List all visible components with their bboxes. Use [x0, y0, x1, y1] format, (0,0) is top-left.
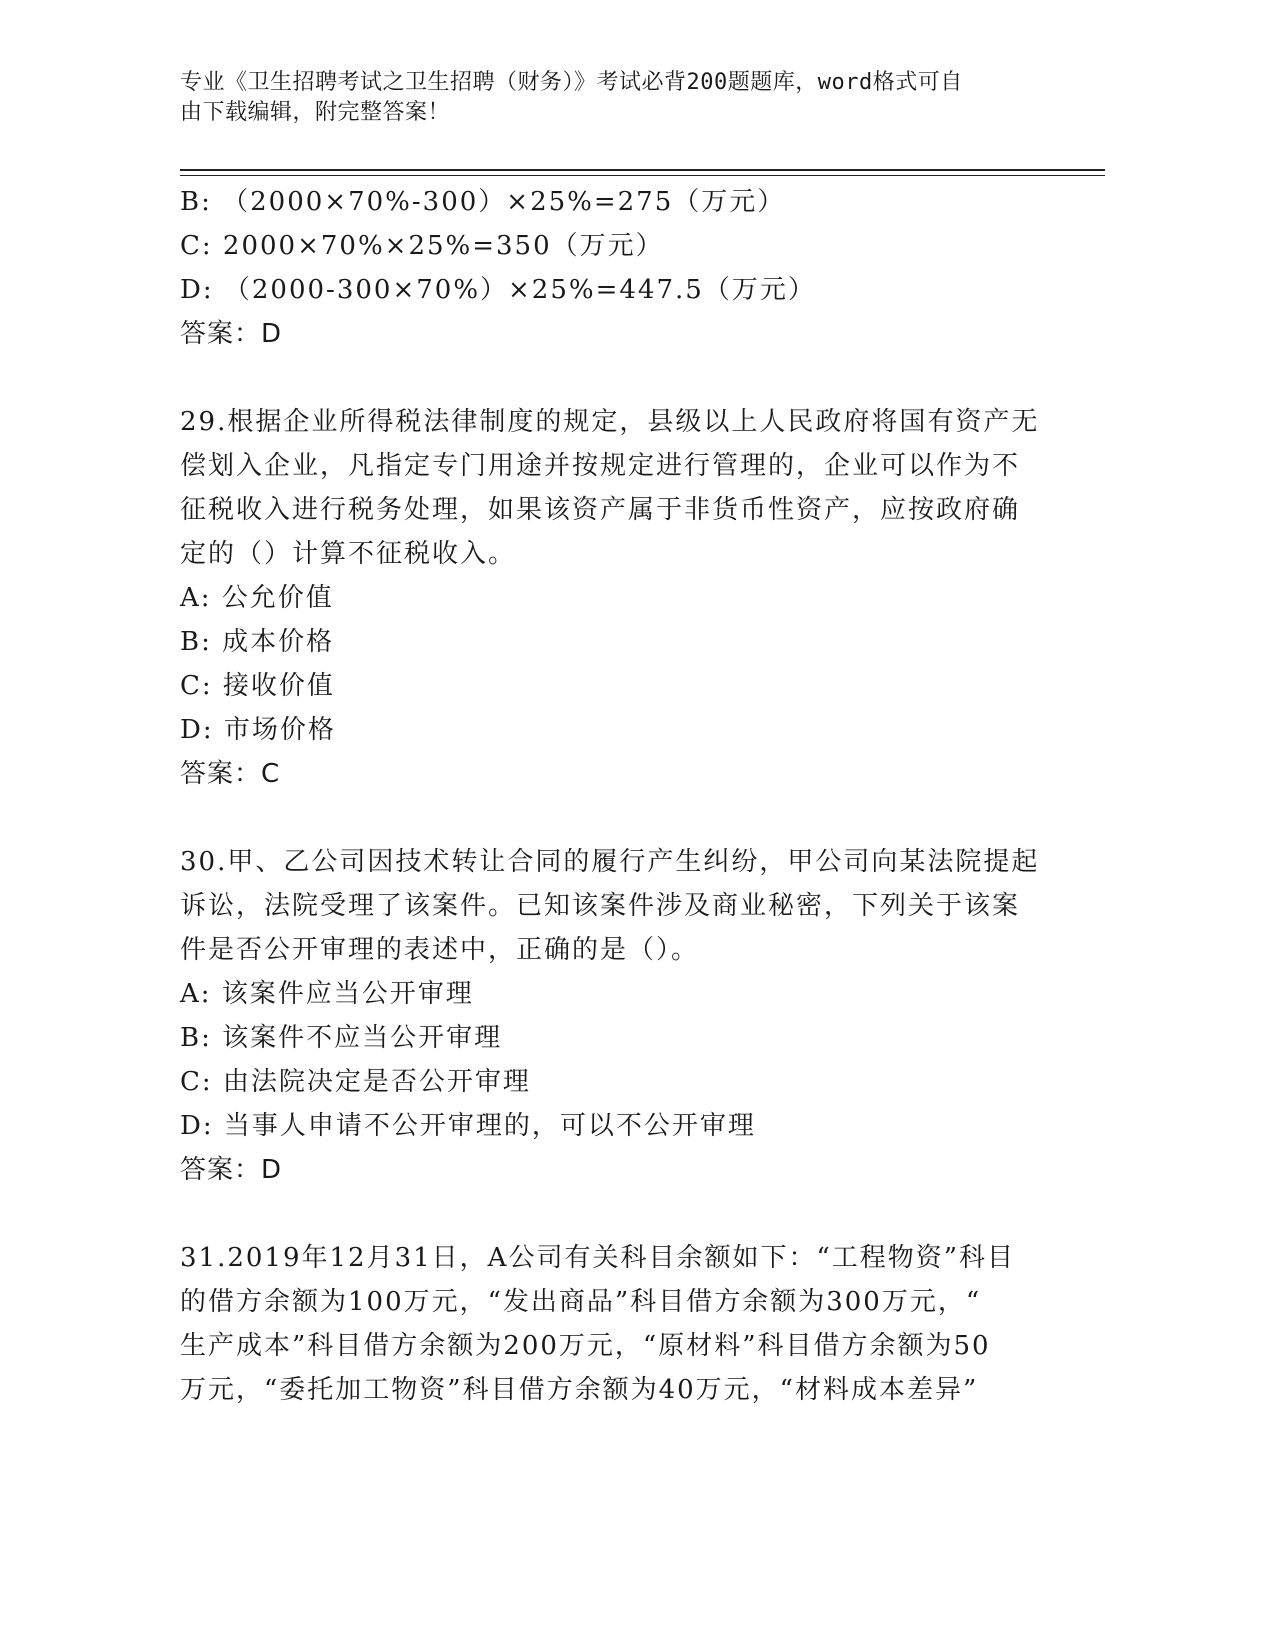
- q30-option-c: C: 由法院决定是否公开审理: [180, 1067, 531, 1097]
- q29-stem-line-4: 定的（）计算不征税收入。: [180, 539, 517, 569]
- spacer: [180, 796, 1040, 840]
- q30-stem-line-2: 诉讼，法院受理了该案件。已知该案件涉及商业秘密，下列关于该案: [180, 891, 1021, 921]
- q30-option-b: B: 该案件不应当公开审理: [180, 1023, 503, 1053]
- q29-answer: 答案：C: [180, 759, 281, 789]
- q31-stem-line-4: 万元，“委托加工物资”科目借方余额为40万元，“材料成本差异”: [180, 1375, 979, 1405]
- q29-stem-line-3: 征税收入进行税务处理，如果该资产属于非货币性资产，应按政府确: [180, 495, 1021, 525]
- q29-option-c: C: 接收价值: [180, 671, 335, 701]
- q30-option-d: D: 当事人申请不公开审理的，可以不公开审理: [180, 1111, 756, 1141]
- q29-option-a: A: 公允价值: [180, 583, 334, 613]
- header-line-1: 专业《卫生招聘考试之卫生招聘（财务）》考试必背200题题库，word格式可自: [180, 70, 963, 95]
- spacer: [180, 356, 1040, 400]
- q31-stem-line-3: 生产成本”科目借方余额为200万元，“原材料”科目借方余额为50: [180, 1331, 991, 1361]
- q30-stem-line-1: 30.甲、乙公司因技术转让合同的履行产生纠纷，甲公司向某法院提起: [180, 847, 1040, 877]
- q29-stem-line-1: 29.根据企业所得税法律制度的规定，县级以上人民政府将国有资产无: [180, 407, 1040, 437]
- header-divider-thick: [180, 169, 1105, 171]
- q28-answer: 答案：D: [180, 319, 283, 349]
- page-header: [180, 68, 1060, 128]
- q28-option-c: C: 2000×70%×25%=350（万元）: [180, 231, 664, 261]
- q29-option-d: D: 市场价格: [180, 715, 336, 745]
- q31-stem-line-1: 31.2019年12月31日，A公司有关科目余额如下：“工程物资”科目: [180, 1243, 1016, 1273]
- q28-option-d: D: （2000-300×70%）×25%=447.5（万元）: [180, 275, 816, 305]
- header-divider-thin: [180, 175, 1105, 176]
- q28-option-b: B: （2000×70%-300）×25%=275（万元）: [180, 187, 786, 217]
- q30-answer: 答案：D: [180, 1155, 283, 1185]
- question-content: [180, 180, 1040, 1412]
- q30-option-a: A: 该案件应当公开审理: [180, 979, 474, 1009]
- q29-stem-line-2: 偿划入企业，凡指定专门用途并按规定进行管理的，企业可以作为不: [180, 451, 1021, 481]
- spacer: [180, 1192, 1040, 1236]
- header-line-2: 由下载编辑，附完整答案！: [180, 100, 451, 125]
- q29-option-b: B: 成本价格: [180, 627, 335, 657]
- q31-stem-line-2: 的借方余额为100万元，“发出商品”科目借方余额为300万元，“: [180, 1287, 982, 1317]
- q30-stem-line-3: 件是否公开审理的表述中，正确的是（）。: [180, 935, 700, 965]
